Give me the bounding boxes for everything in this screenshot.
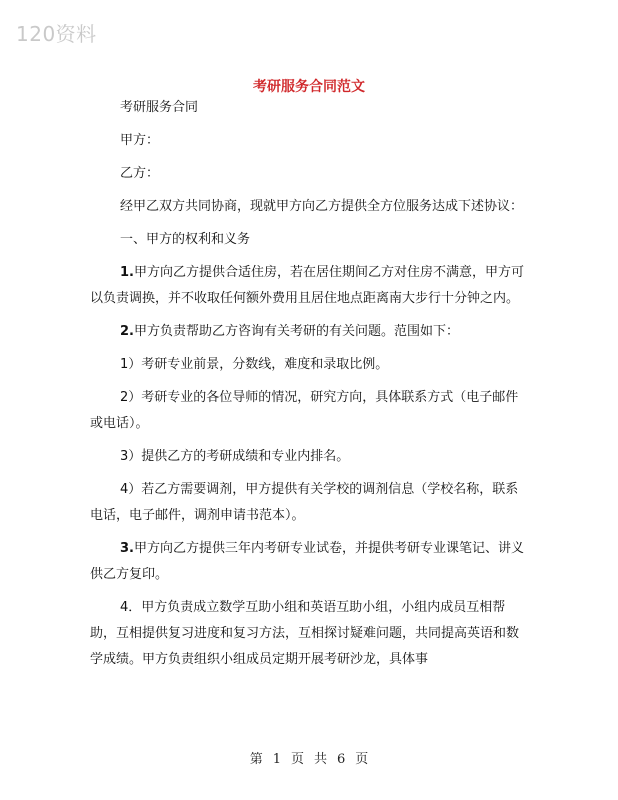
clause-4: 4．甲方负责成立数学互助小组和英语互助小组，小组内成员互相帮助，互相提供复习进度和复习方法，互相探讨疑难问题，共同提高英语和数学成绩。甲方负责组织小组成员定期开展考研沙龙，具体事 bbox=[90, 600, 520, 667]
footer-label-gong: 共 bbox=[314, 752, 328, 767]
clause-text: 甲方负责帮助乙方咨询有关考研的有关问题。范围如下： bbox=[133, 324, 459, 339]
footer-label-ye: 页 bbox=[290, 752, 304, 767]
clause-number: 2. bbox=[120, 324, 134, 339]
document-title: 考研服务合同范文 bbox=[253, 79, 365, 95]
footer-page-current: 1 bbox=[272, 752, 281, 767]
sub-item-4: 4）若乙方需要调剂，甲方提供有关学校的调剂信息（学校名称，联系电话，电子邮件，调剂申请书范本）。 bbox=[90, 482, 519, 523]
paragraph-party-b: 乙方： bbox=[120, 166, 160, 181]
footer-page-total: 6 bbox=[337, 752, 346, 767]
footer-label-di: 第 bbox=[249, 752, 263, 767]
section-heading-rights: 一、甲方的权利和义务 bbox=[120, 232, 251, 247]
document-body bbox=[90, 95, 528, 680]
clause-number: 1. bbox=[120, 265, 134, 280]
clause-text: 甲方向乙方提供三年内考研专业试卷，并提供考研专业课笔记、讲义供乙方复印。 bbox=[90, 541, 524, 582]
paragraph-contract-name: 考研服务合同 bbox=[120, 100, 199, 115]
paragraph-preamble: 经甲乙双方共同协商，现就甲方向乙方提供全方位服务达成下述协议： bbox=[120, 199, 524, 214]
footer-label-ye: 页 bbox=[355, 752, 369, 767]
clause-3 bbox=[90, 536, 528, 588]
sub-item-3: 3）提供乙方的考研成绩和专业内排名。 bbox=[120, 449, 350, 464]
clause-number: 3. bbox=[120, 541, 134, 556]
sub-item-1: 1）考研专业前景，分数线，难度和录取比例。 bbox=[120, 357, 389, 372]
clause-2 bbox=[90, 319, 528, 345]
watermark: 120资料 bbox=[16, 22, 97, 46]
clause-1 bbox=[90, 260, 528, 312]
sub-item-2: 2）考研专业的各位导师的情况，研究方向，具体联系方式（电子邮件或电话）。 bbox=[90, 390, 519, 431]
clause-text: 甲方向乙方提供合适住房，若在居住期间乙方对住房不满意，甲方可以负责调换，并不收取任何额外费用且居住地点距离南大步行十分钟之内。 bbox=[90, 265, 524, 306]
page-footer bbox=[0, 748, 618, 767]
paragraph-party-a: 甲方： bbox=[120, 133, 160, 148]
